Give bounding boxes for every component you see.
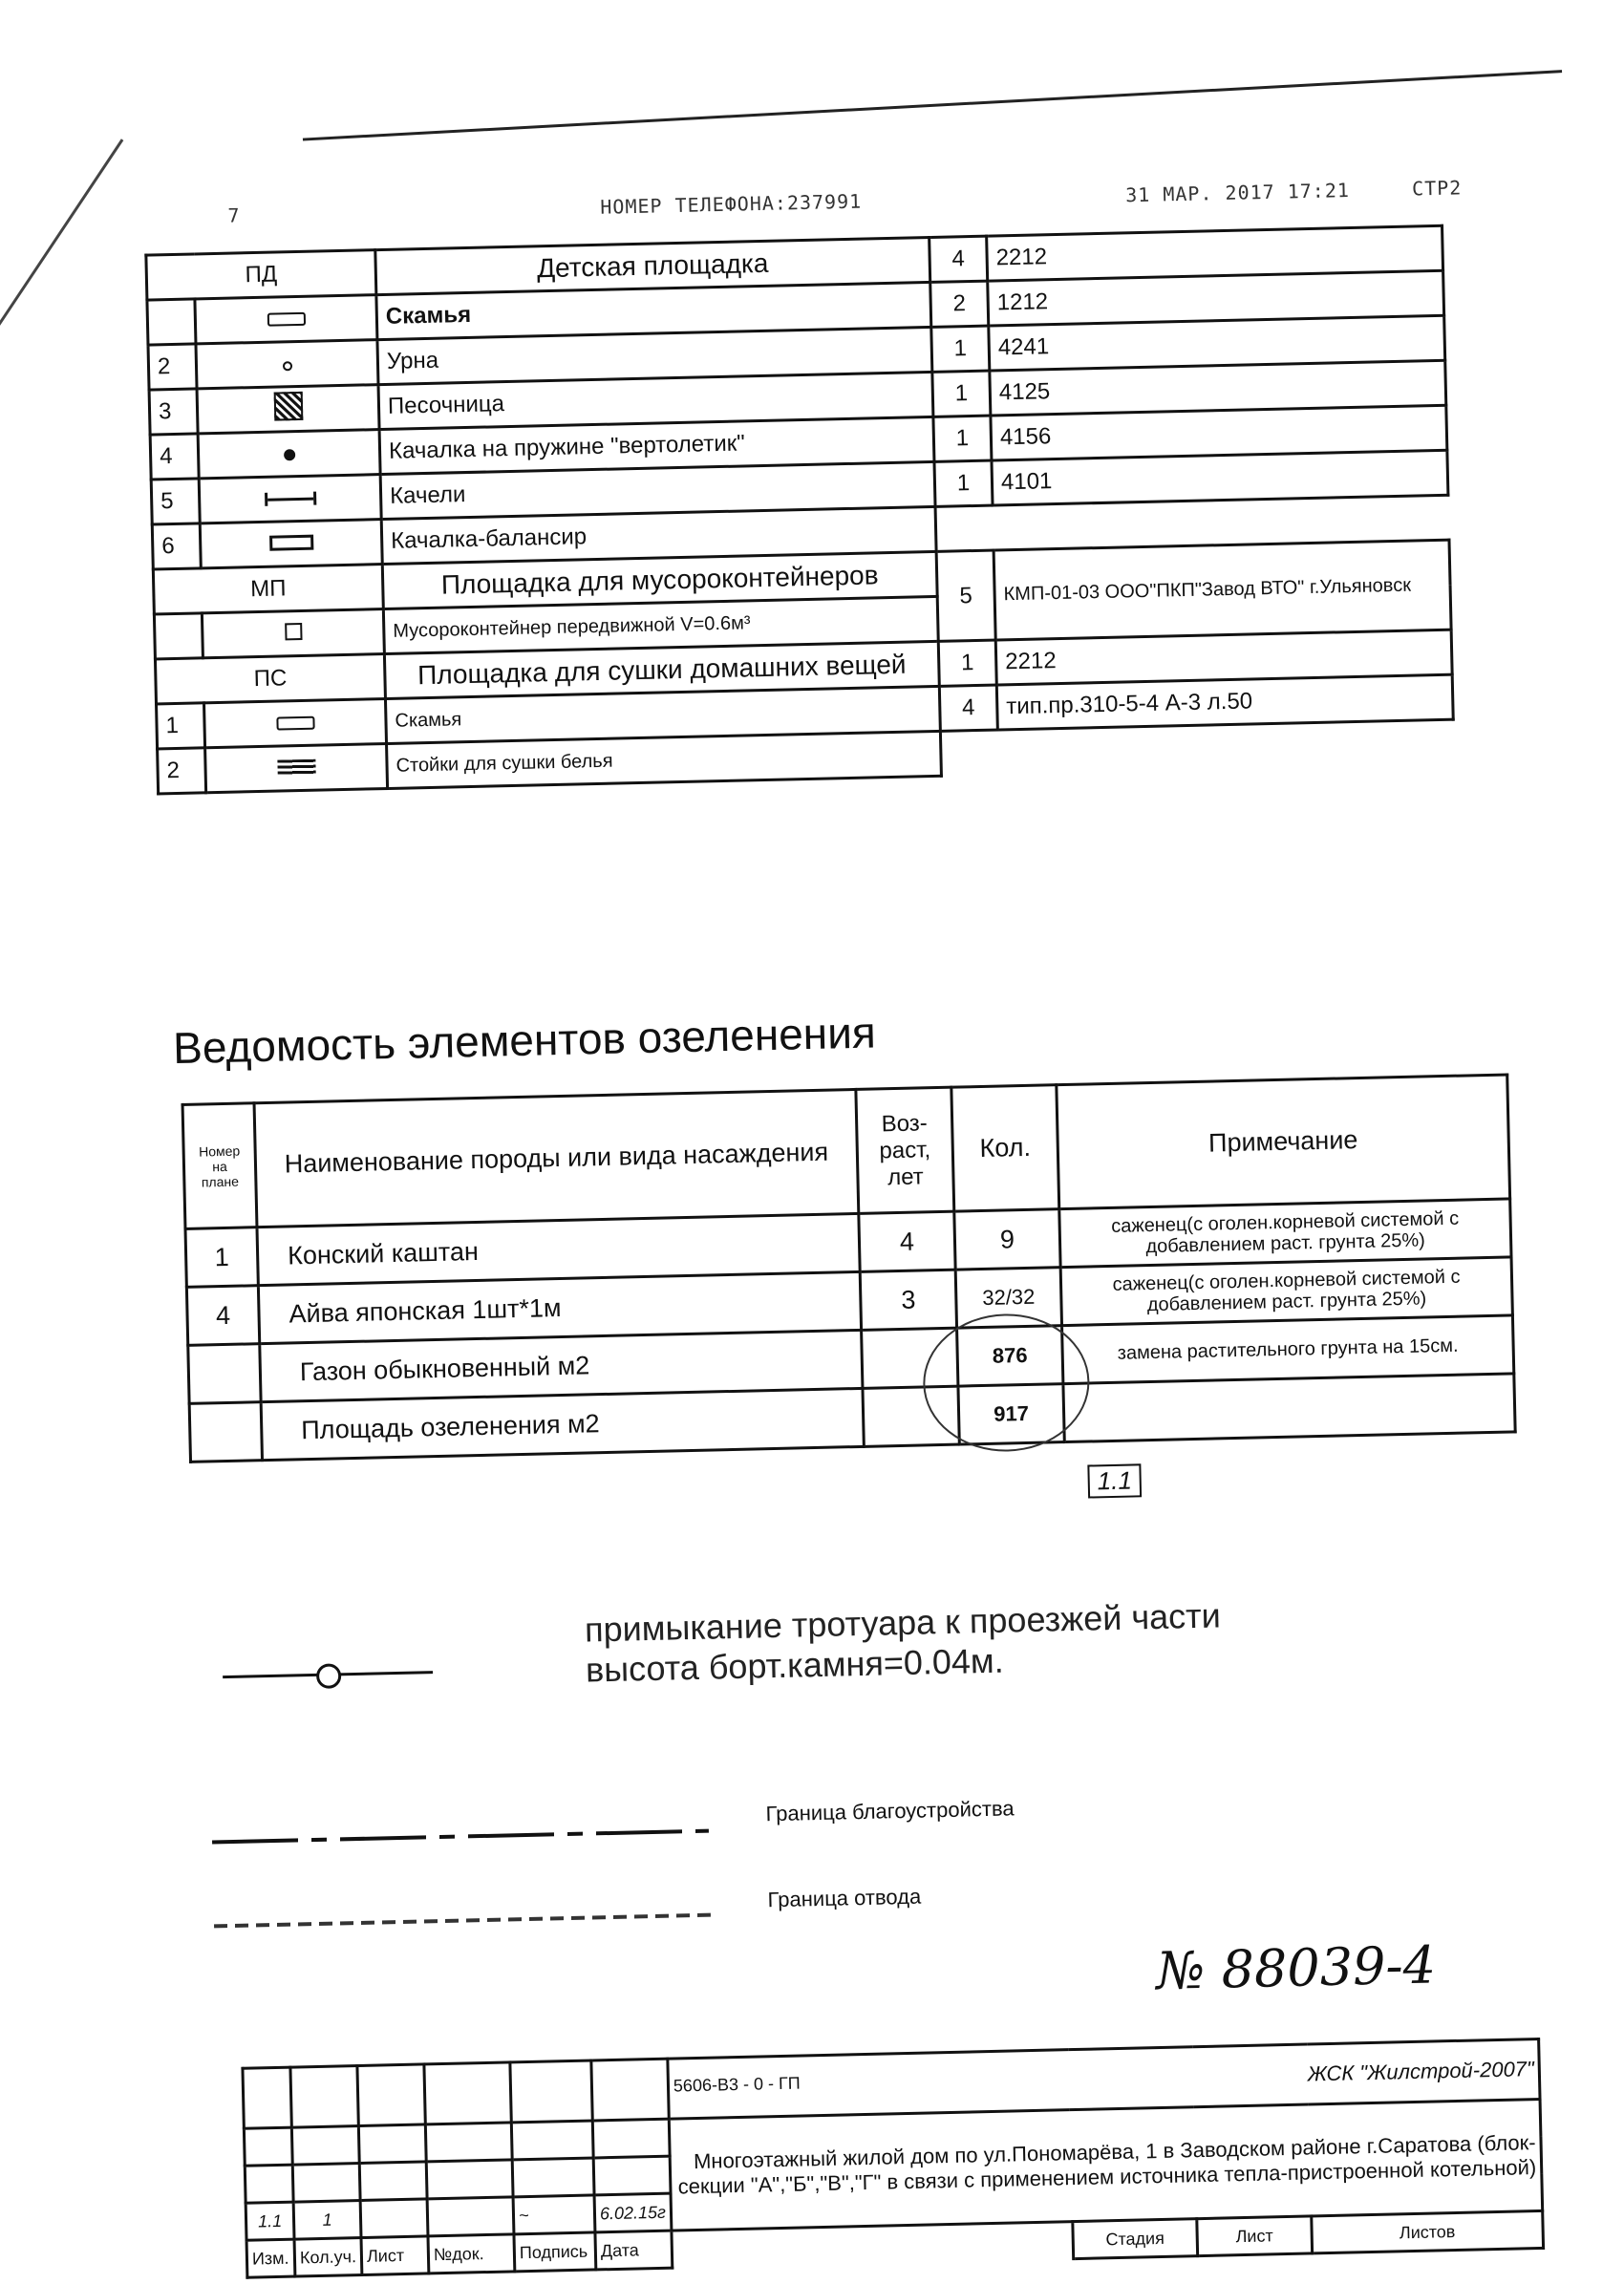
num: 2 [158, 748, 206, 794]
sandbox-icon [273, 391, 303, 420]
fax-left: 7 [227, 203, 241, 227]
urn-icon [282, 361, 291, 371]
name: Скамья [385, 686, 940, 743]
paper-edge-diagonal [0, 139, 123, 378]
num: 1 [157, 703, 205, 749]
ref: КМП-01-03 ООО"ПКП"Завод ВТО" г.Ульяновск [994, 540, 1451, 640]
qty: 32/32 [955, 1268, 1061, 1328]
name: Мусороконтейнер передвижной V=0.6м³ [383, 596, 938, 653]
qty: 1 [934, 460, 993, 506]
section-code: ПД [146, 250, 376, 300]
name: Конский каштан [257, 1213, 860, 1285]
boundary-label: Граница благоустройства [765, 1796, 1015, 1826]
name: Стойки для сушки белья [387, 731, 942, 788]
section-title: Площадка для мусороконтейнеров [382, 551, 937, 608]
ref: 4101 [992, 450, 1448, 505]
project-title: Многоэтажный жилой дом по ул.Пономарёва, 1 в Заводском районе г.Саратова (блок-секции "А","Б","В","Г" в связи с применением источника тепла-пристроенной котельной) [669, 2099, 1542, 2231]
note: саженец(с оголен.корневой системой с добавлением раст. грунта 25%) [1060, 1257, 1512, 1326]
greenery-title: Ведомость элементов озеленения [172, 1007, 877, 1074]
num: 2 [148, 344, 197, 390]
equipment-table [144, 224, 1456, 796]
handwritten-number: № 88039-4 [1155, 1934, 1437, 2002]
num [147, 299, 196, 345]
drying-rack-icon [277, 759, 315, 776]
fax-page: СТР2 [1411, 176, 1463, 201]
hdr: Кол.уч. [294, 2238, 362, 2277]
balance-icon [269, 535, 313, 551]
qty: 1 [938, 640, 996, 686]
sign-date: 6.02.15г [594, 2193, 672, 2232]
hdr: Лист [361, 2236, 429, 2275]
count: 1 [293, 2201, 361, 2240]
title-block: 5606-В3 - 0 - ГП ЖСК "Жилстрой-2007" Многоэтажный жилой дом по ул.Пономарёва, 1 в Заводском районе г.Саратова (блок-секции "А","Б","В","Г" в связи с применением источника тепла-пристроенной котельной) 1.1 1 ~ 6.02.15г Изм. Кол.уч. Лист №док. Подпись Дата Стадия Лист Листов [241, 2038, 1545, 2279]
num: 3 [149, 389, 198, 435]
qty: 876 [957, 1326, 1063, 1386]
name: Качели [380, 461, 935, 519]
boundary-line-symbol [212, 1829, 709, 1845]
ref: тип.пр.310-5-4 А-3 л.50 [996, 674, 1453, 730]
hdr-stage: Стадия [1073, 2219, 1198, 2259]
ref: 2212 [995, 630, 1452, 685]
drawing-code: 5606-В3 - 0 - ГП [673, 2073, 801, 2096]
client: ЖСК "Жилстрой-2007" [1307, 2057, 1535, 2086]
ref: 4241 [989, 315, 1445, 371]
name: Скамья [376, 282, 931, 339]
section-title: Детская площадка [375, 237, 930, 294]
container-icon [285, 623, 302, 640]
num: 5 [151, 479, 200, 524]
name: Урна [377, 327, 932, 384]
note: саженец(с оголен.корневой системой с добавлением раст. грунта 25%) [1059, 1199, 1511, 1268]
header-note: Примечание [1057, 1075, 1510, 1209]
curb-legend-1: примыкание тротуара к проезжей части [584, 1595, 1222, 1650]
section-code: МП [153, 565, 383, 614]
fax-date: 31 МАР. 2017 17:21 [1124, 178, 1351, 207]
qty: 1 [932, 371, 991, 416]
qty: 5 [936, 550, 995, 641]
qty: 1 [933, 416, 992, 461]
hdr: Дата [595, 2231, 673, 2270]
revision-mark: 1.1 [1087, 1463, 1142, 1498]
name: Качалка-балансир [381, 506, 936, 564]
header-name: Наименование породы или вида насаждения [254, 1089, 859, 1227]
header-age: Воз-раст, лет [856, 1087, 954, 1213]
name: Газон обыкновенный м2 [260, 1330, 863, 1401]
num: 4 [186, 1286, 259, 1346]
num: 4 [150, 434, 199, 480]
ref: 2212 [987, 225, 1443, 281]
header-num: Номер на плане [182, 1103, 257, 1229]
name: Айва японская 1шт*1м [258, 1271, 861, 1343]
hdr-sheets: Листов [1312, 2210, 1544, 2252]
rocker-icon [284, 449, 295, 460]
rev: 1.1 [246, 2202, 294, 2240]
qty: 4 [939, 685, 997, 731]
greenery-table [182, 1073, 1517, 1462]
section-code: ПС [155, 654, 385, 704]
curb-circle-icon [316, 1663, 342, 1689]
ref: 1212 [988, 270, 1444, 326]
header-qty: Кол. [951, 1085, 1059, 1211]
section-title: Площадка для сушки домашних вещей [384, 641, 939, 698]
paper-edge [303, 70, 1562, 140]
hdr-sheet: Лист [1197, 2216, 1313, 2256]
bench-icon [267, 312, 305, 327]
name: Качалка на пружине "вертолетик" [379, 416, 934, 474]
hdr: №док. [428, 2234, 515, 2273]
allotment-label: Граница отвода [767, 1884, 922, 1912]
hdr: Подпись [514, 2232, 596, 2272]
name: Песочница [378, 372, 933, 429]
qty: 9 [954, 1209, 1060, 1270]
curb-legend-2: высота борт.камня=0.04м. [585, 1640, 1005, 1690]
qty: 4 [930, 236, 988, 282]
bench-icon [276, 716, 314, 731]
num: 1 [185, 1227, 258, 1288]
qty: 917 [958, 1384, 1064, 1444]
age: 4 [859, 1211, 955, 1271]
num: 6 [152, 523, 201, 569]
allotment-line-symbol [214, 1913, 711, 1929]
ref: 4125 [990, 360, 1446, 416]
fax-phone: НОМЕР ТЕЛЕФОНА:237991 [600, 189, 863, 219]
ref: 4156 [991, 405, 1447, 460]
age: 3 [860, 1270, 956, 1330]
name: Площадь озеленения м2 [261, 1388, 864, 1460]
swing-icon [265, 492, 316, 506]
qty: 1 [931, 326, 990, 372]
note: замена растительного грунта на 15см. [1062, 1315, 1514, 1384]
hdr: Изм. [246, 2239, 295, 2277]
qty: 2 [930, 281, 989, 327]
